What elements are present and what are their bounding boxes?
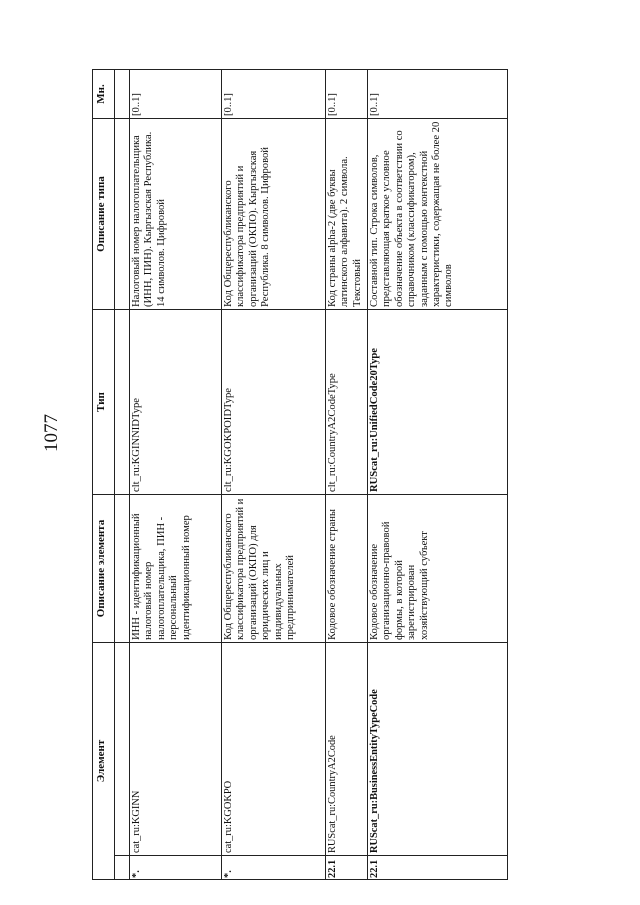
row-index: 22.1 [368, 856, 508, 880]
multiplicity: [0..1] [130, 70, 222, 119]
element-description: Кодовое обозначение страны [326, 495, 368, 643]
row-index: 22.1 [326, 856, 368, 880]
header-row [93, 70, 115, 880]
rotated-page-content [92, 70, 506, 880]
multiplicity: [0..1] [368, 70, 508, 119]
header-spacer-row [115, 70, 130, 880]
multiplicity: [0..1] [326, 70, 368, 119]
page-number: 1077 [41, 414, 62, 452]
header-element: Элемент [93, 643, 115, 880]
element-name: RUScat_ru:BusinessEntityTypeCode [368, 643, 508, 856]
element-description: Кодовое обозначение организационно-правовой формы, в которой зарегистрирован хозяйствующий субъект [368, 495, 508, 643]
element-name: RUScat_ru:CountryA2Code [326, 643, 368, 856]
header-multiplicity: Мн. [93, 70, 115, 119]
multiplicity: [0..1] [222, 70, 326, 119]
type-name: clt_ru:CountryA2CodeType [326, 310, 368, 495]
table-row [130, 70, 222, 880]
element-name: cat_ru:KGOKPO [222, 643, 326, 856]
type-name: clt_ru:KGOKPOIDType [222, 310, 326, 495]
header-type-description: Описание типа [93, 119, 115, 310]
element-description: Код Общереспубликанского классификатора предприятий и организаций (ОКПО) для юридических лиц и индивидуальных предпринимателей [222, 495, 326, 643]
type-description: Код Общереспубликанского классификатора предприятий и организаций (ОКПО). Кыргызская Республика. 8 символов. Цифровой [222, 119, 326, 310]
header-type: Тип [93, 310, 115, 495]
table-row [326, 70, 368, 880]
type-description: Налоговый номер налогоплательщика (ИНН, ПИН). Кыргызская Республика. 14 символов. Цифровой [130, 119, 222, 310]
header-element-description: Описание элемента [93, 495, 115, 643]
schema-table [92, 69, 508, 880]
table-row [222, 70, 326, 880]
row-index: *. [130, 856, 222, 880]
type-name: RUScat_ru:UnifiedCode20Type [368, 310, 508, 495]
type-description: Составной тип. Строка символов, представляющая краткое условное обозначение объекта в соответствии со справочником (классификатором), заданным с помощью контекстной характеристики, содержащая не более 20 символов [368, 119, 508, 310]
element-description: ИНН - идентификационный налоговый номер налогоплательщика, ПИН - персональный идентификационный номер [130, 495, 222, 643]
type-description: Код страны alpha-2 (две буквы латинского алфавита). 2 символа. Текстовый [326, 119, 368, 310]
table-row [368, 70, 508, 880]
row-index: *. [222, 856, 326, 880]
element-name: cat_ru:KGINN [130, 643, 222, 856]
type-name: clt_ru:KGINNIDType [130, 310, 222, 495]
